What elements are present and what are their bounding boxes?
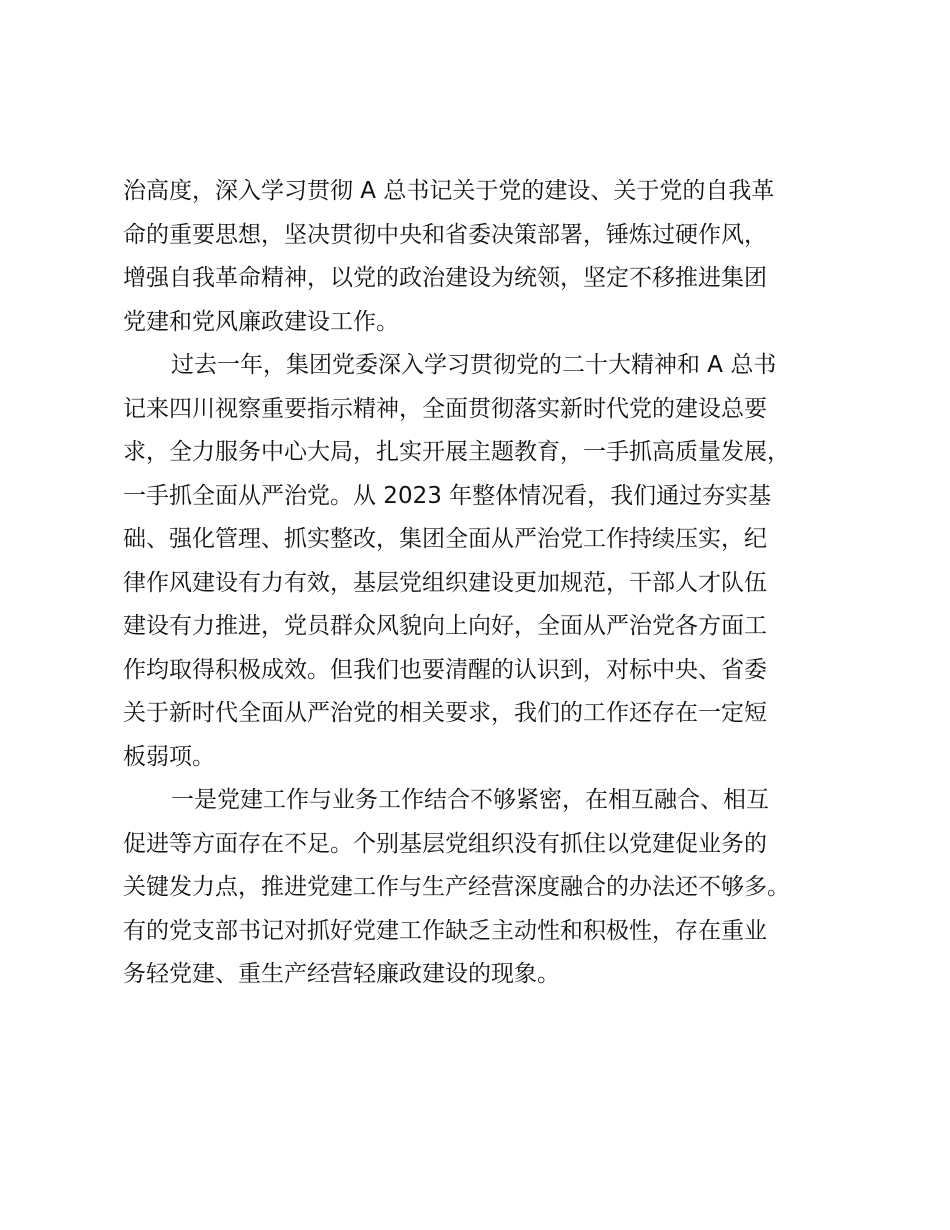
text-line: 一是党建工作与业务工作结合不够紧密，在相互融合、相互 bbox=[171, 787, 769, 813]
text-line: 板弱项。 bbox=[123, 743, 215, 770]
text-line: 建设有力推进，党员群众风貌向上向好，全面从严治党各方面工 bbox=[123, 613, 767, 639]
text-line: 过去一年，集团党委深入学习贯彻党的二十大精神和 A 总书 bbox=[171, 352, 777, 378]
text-line: 务轻党建、重生产经营轻廉政建设的现象。 bbox=[123, 961, 560, 987]
text-line: 律作风建设有力有效，基层党组织建设更加规范，干部人才队伍 bbox=[123, 569, 767, 596]
document-body bbox=[123, 170, 835, 997]
text-line: 记来四川视察重要指示精神，全面贯彻落实新时代党的建设总要 bbox=[123, 395, 767, 422]
text-line: 增强自我革命精神，以党的政治建设为统领，坚定不移推进集团 bbox=[123, 265, 767, 291]
text-line: 有的党支部书记对抓好党建工作缺乏主动性和积极性，存在重业 bbox=[123, 917, 767, 944]
text-line: 命的重要思想，坚决贯彻中央和省委决策部署，锤炼过硬作风， bbox=[123, 221, 767, 248]
paragraph-3 bbox=[123, 779, 835, 997]
text-line: 促进等方面存在不足。个别基层党组织没有抓住以党建促业务的 bbox=[123, 830, 767, 857]
text-line: 关键发力点，推进党建工作与生产经营深度融合的办法还不够多。 bbox=[123, 874, 790, 900]
text-line: 关于新时代全面从严治党的相关要求，我们的工作还存在一定短 bbox=[123, 700, 767, 726]
paragraph-1 bbox=[123, 170, 835, 344]
text-line: 础、强化管理、抓实整改，集团全面从严治党工作持续压实，纪 bbox=[123, 526, 767, 552]
text-line: 一手抓全面从严治党。从 2023 年整体情况看，我们通过夯实基 bbox=[123, 482, 772, 509]
text-line: 求，全力服务中心大局，扎实开展主题教育，一手抓高质量发展， bbox=[123, 439, 790, 465]
text-line: 作均取得积极成效。但我们也要清醒的认识到，对标中央、省委 bbox=[123, 656, 767, 683]
text-line: 党建和党风廉政建设工作。 bbox=[123, 308, 399, 335]
text-line: 治高度，深入学习贯彻 A 总书记关于党的建设、关于党的自我革 bbox=[123, 178, 775, 204]
paragraph-2 bbox=[123, 344, 835, 779]
